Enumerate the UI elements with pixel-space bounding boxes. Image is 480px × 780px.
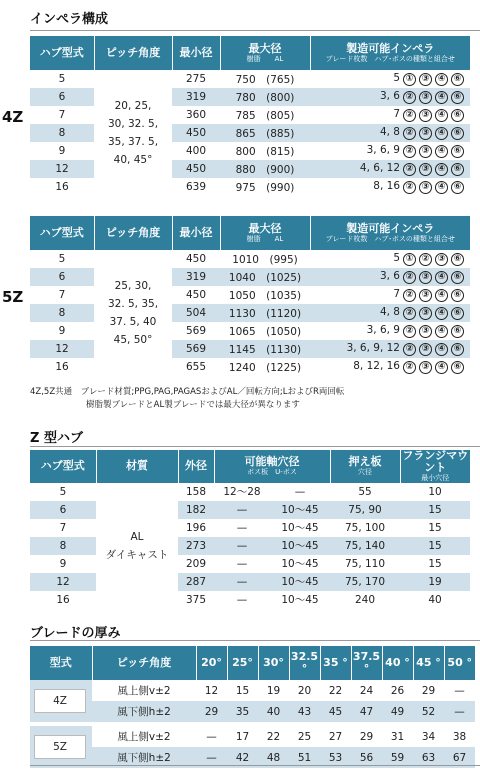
header-angle: 45 ° bbox=[413, 646, 444, 680]
thickness-cell: — bbox=[454, 684, 465, 697]
impeller-combo-cell bbox=[310, 322, 470, 340]
thickness-cell: 49 bbox=[382, 701, 413, 722]
header-min-dia: 最小径 bbox=[172, 36, 220, 70]
impeller-combo-cell bbox=[310, 178, 470, 196]
impeller-combo-cell bbox=[310, 340, 470, 358]
header-flange-label: フランジマウント bbox=[402, 449, 469, 475]
hub-boss-circle-icon: ③ bbox=[419, 343, 432, 356]
blade-count: 3, 6, 9, 12 bbox=[346, 342, 400, 354]
thickness-cell: 63 bbox=[413, 747, 444, 768]
min-dia-cell: 569 bbox=[172, 340, 220, 358]
header-angle: 20° bbox=[196, 646, 227, 680]
header-hub: ハブ型式 bbox=[30, 36, 94, 70]
hub-boss-circle-icon: ③ bbox=[419, 73, 432, 86]
impeller-combo-cell bbox=[310, 286, 470, 304]
thickness-cell: 52 bbox=[413, 701, 444, 722]
u-boss-cell: — bbox=[294, 485, 306, 498]
impeller-combo-cell bbox=[310, 304, 470, 322]
hub-boss-circle-icon: ③ bbox=[419, 109, 432, 122]
header-max-dia-sub: 樹脂 AL bbox=[246, 54, 284, 63]
u-boss-cell: 10～45 bbox=[281, 594, 319, 607]
hub-boss-circle-icon: ⑥ bbox=[451, 91, 464, 104]
hub-cell: 8 bbox=[30, 537, 96, 555]
impeller-combo-cell bbox=[310, 268, 470, 286]
blade-count: 4, 6, 12 bbox=[359, 162, 400, 174]
hub-boss-circle-icon: ③ bbox=[419, 361, 432, 374]
min-dia-cell: 655 bbox=[185, 361, 207, 373]
blade-count: 5 bbox=[393, 72, 400, 84]
hub-boss-circle-icon: ④ bbox=[435, 91, 448, 104]
hub-cell: 8 bbox=[30, 304, 94, 322]
hub-boss-circle-icon: ③ bbox=[419, 163, 432, 176]
max-dia-cell: 780 (800) bbox=[220, 88, 310, 106]
z4-label: 4Z bbox=[2, 108, 24, 126]
thickness-cell: 42 bbox=[227, 747, 258, 768]
plate-hole-cell: 55 bbox=[358, 485, 372, 498]
thickness-cell: 19 bbox=[266, 684, 281, 697]
header-angle: 25° bbox=[227, 646, 258, 680]
hub-boss-circle-icon: ⑥ bbox=[451, 127, 464, 140]
thickness-cell: 56 bbox=[351, 747, 382, 768]
hub-boss-circle-icon: ④ bbox=[435, 289, 448, 302]
header-angle: 35 ° bbox=[320, 646, 351, 680]
max-dia-cell: 1050 (1035) bbox=[228, 289, 302, 302]
note-line-2: 樹脂製ブレードとAL製ブレードでは最大径が異なります bbox=[86, 400, 300, 410]
hub-cell: 8 bbox=[30, 124, 94, 142]
flange-min-cell: 19 bbox=[400, 573, 470, 591]
outer-dia-cell: 209 bbox=[185, 557, 207, 570]
hub-boss-circle-icon: ③ bbox=[419, 271, 432, 284]
hub-boss-circle-icon: ④ bbox=[435, 307, 448, 320]
hub-boss-circle-icon: ② bbox=[419, 253, 432, 266]
header-bore-sub: ボス板 U-ボス bbox=[247, 468, 297, 477]
thickness-section-title: ブレードの厚み bbox=[30, 626, 121, 641]
boss-plate-cell: — bbox=[214, 501, 270, 519]
table-row bbox=[30, 250, 470, 268]
outer-dia-cell: 158 bbox=[185, 485, 207, 498]
min-dia-cell: 639 bbox=[185, 181, 207, 193]
header-angle: 40 ° bbox=[382, 646, 413, 680]
min-dia-cell: 319 bbox=[172, 268, 220, 286]
pitch-angles-cell bbox=[94, 70, 172, 196]
header-type: 型式 bbox=[30, 646, 92, 680]
header-possible bbox=[310, 216, 470, 250]
header-possible-sub: ブレード枚数 ハブ･ボスの種類と組合せ bbox=[325, 234, 455, 243]
flange-min-cell: 15 bbox=[428, 521, 442, 534]
outer-dia-cell: 196 bbox=[185, 521, 207, 534]
hub-boss-circle-icon: ② bbox=[403, 307, 416, 320]
min-dia-cell: 450 bbox=[185, 253, 207, 265]
boss-plate-cell: — bbox=[214, 573, 270, 591]
hub-boss-circle-icon: ④ bbox=[435, 127, 448, 140]
hub-boss-circle-icon: ② bbox=[403, 271, 416, 284]
hub-boss-circle-icon: ④ bbox=[435, 163, 448, 176]
hub-boss-circle-icon: ② bbox=[403, 343, 416, 356]
header-plate bbox=[330, 450, 400, 483]
max-dia-cell: 1040 (1025) bbox=[220, 268, 310, 286]
max-dia-cell: 975 (990) bbox=[235, 181, 295, 194]
hub-boss-circle-icon: ④ bbox=[435, 271, 448, 284]
thickness-cell: 22 bbox=[266, 730, 281, 743]
hub-boss-circle-icon: ⑥ bbox=[451, 109, 464, 122]
impeller-4z-table bbox=[30, 36, 470, 196]
blade-count: 8, 12, 16 bbox=[353, 360, 400, 372]
side-label-cell: 風下側h±2 bbox=[92, 701, 196, 722]
hub-boss-circle-icon: ⑥ bbox=[451, 181, 464, 194]
hub-boss-circle-icon: ⑥ bbox=[451, 271, 464, 284]
impeller-5z-table bbox=[30, 216, 470, 376]
hub-boss-circle-icon: ② bbox=[403, 289, 416, 302]
thickness-cell: 24 bbox=[359, 684, 374, 697]
hub-cell: 9 bbox=[58, 325, 66, 337]
pitch-angles-text: 25, 30, 32. 5, 35, 37. 5, 40 45, 50° bbox=[100, 259, 166, 367]
z5-label: 5Z bbox=[2, 288, 24, 306]
hub-boss-circle-icon: ② bbox=[403, 91, 416, 104]
hub-boss-circle-icon: ② bbox=[403, 163, 416, 176]
u-boss-cell: 10～45 bbox=[270, 501, 330, 519]
pitch-angles-cell bbox=[94, 250, 172, 376]
impeller-combo-cell bbox=[310, 106, 470, 124]
thickness-cell: 43 bbox=[289, 701, 320, 722]
blade-count: 3, 6, 9 bbox=[366, 324, 400, 336]
hub-boss-circle-icon: ④ bbox=[435, 325, 448, 338]
blade-count: 7 bbox=[393, 108, 400, 120]
thickness-cell: 40 bbox=[258, 701, 289, 722]
table-row bbox=[30, 701, 475, 722]
thickness-cell: 53 bbox=[320, 747, 351, 768]
impeller-combo-cell bbox=[310, 70, 470, 88]
side-label-cell: 風上側v±2 bbox=[117, 731, 171, 743]
side-label-cell: 風下側h±2 bbox=[92, 747, 196, 768]
zhub-section-title: Z 型ハブ bbox=[30, 431, 83, 446]
hub-cell: 6 bbox=[30, 88, 94, 106]
plate-hole-cell: 75, 170 bbox=[330, 573, 400, 591]
hub-boss-circle-icon: ⑥ bbox=[451, 289, 464, 302]
boss-plate-cell: — bbox=[214, 537, 270, 555]
hub-boss-circle-icon: ③ bbox=[419, 91, 432, 104]
max-dia-cell: 880 (900) bbox=[220, 160, 310, 178]
thickness-cell: — bbox=[196, 747, 227, 768]
hub-boss-circle-icon: ② bbox=[403, 109, 416, 122]
header-pitch: ピッチ角度 bbox=[94, 36, 172, 70]
hub-boss-circle-icon: ⑥ bbox=[451, 145, 464, 158]
hub-cell: 9 bbox=[59, 557, 67, 570]
header-bore-label: 可能軸穴径 bbox=[244, 455, 300, 469]
hub-boss-circle-icon: ② bbox=[403, 325, 416, 338]
hub-boss-circle-icon: ④ bbox=[435, 145, 448, 158]
impeller-note bbox=[30, 386, 344, 412]
max-dia-cell: 1010 (995) bbox=[232, 253, 298, 266]
hub-boss-circle-icon: ③ bbox=[419, 307, 432, 320]
hub-boss-circle-icon: ② bbox=[403, 127, 416, 140]
hub-cell: 12 bbox=[30, 340, 94, 358]
flange-min-cell: 10 bbox=[428, 485, 442, 498]
max-dia-cell: 750 (765) bbox=[235, 73, 295, 86]
hub-boss-circle-icon: ⑥ bbox=[451, 307, 464, 320]
hub-boss-circle-icon: ⑥ bbox=[451, 361, 464, 374]
thickness-cell: 34 bbox=[421, 730, 436, 743]
blade-count: 3, 6 bbox=[379, 90, 400, 102]
thickness-cell: 27 bbox=[328, 730, 343, 743]
blade-count: 3, 6 bbox=[379, 270, 400, 282]
min-dia-cell: 319 bbox=[172, 88, 220, 106]
section-divider bbox=[30, 30, 480, 31]
impeller-combo-cell bbox=[310, 358, 470, 376]
header-plate-sub: 穴径 bbox=[358, 468, 372, 477]
hub-boss-circle-icon: ③ bbox=[419, 289, 432, 302]
min-dia-cell: 360 bbox=[185, 109, 207, 121]
min-dia-cell: 569 bbox=[185, 325, 207, 337]
header-angle: 32.5 ° bbox=[289, 646, 320, 680]
blade-count: 8, 16 bbox=[373, 180, 400, 192]
plate-hole-cell: 75, 140 bbox=[330, 537, 400, 555]
header-pitch: ピッチ角度 bbox=[92, 646, 196, 680]
hub-boss-circle-icon: ⑥ bbox=[451, 325, 464, 338]
type-cell bbox=[30, 726, 92, 768]
type-label: 5Z bbox=[34, 735, 86, 759]
min-dia-cell: 450 bbox=[172, 160, 220, 178]
thickness-cell: 17 bbox=[235, 730, 250, 743]
boss-plate-cell: — bbox=[236, 593, 248, 606]
min-dia-cell: 400 bbox=[185, 145, 207, 157]
hub-boss-circle-icon: ③ bbox=[435, 253, 448, 266]
table-row bbox=[30, 70, 470, 88]
flange-min-cell: 40 bbox=[428, 593, 442, 606]
hub-cell: 12 bbox=[30, 160, 94, 178]
impeller-combo-cell bbox=[310, 124, 470, 142]
max-dia-cell: 1130 (1120) bbox=[220, 304, 310, 322]
hub-boss-circle-icon: ⑥ bbox=[451, 73, 464, 86]
hub-cell: 7 bbox=[59, 521, 67, 534]
thickness-cell: 29 bbox=[421, 684, 436, 697]
outer-dia-cell: 287 bbox=[178, 573, 214, 591]
hub-boss-circle-icon: ⑥ bbox=[451, 343, 464, 356]
header-hub: ハブ型式 bbox=[30, 216, 94, 250]
thickness-table bbox=[30, 646, 475, 768]
blade-count: 4, 8 bbox=[379, 126, 400, 138]
u-boss-cell: 10～45 bbox=[270, 537, 330, 555]
hub-boss-circle-icon: ② bbox=[403, 145, 416, 158]
hub-cell: 9 bbox=[58, 145, 66, 157]
header-material: 材質 bbox=[96, 450, 178, 483]
header-max-dia-label: 最大径 bbox=[248, 221, 282, 235]
hub-boss-circle-icon: ④ bbox=[435, 73, 448, 86]
header-max-dia-sub: 樹脂 AL bbox=[246, 234, 284, 243]
header-max-dia-label: 最大径 bbox=[248, 41, 282, 55]
section-divider bbox=[30, 446, 480, 447]
impeller-combo-cell bbox=[310, 250, 470, 268]
thickness-cell: 12 bbox=[204, 684, 219, 697]
hub-cell: 16 bbox=[56, 593, 70, 606]
header-plate-label: 押え板 bbox=[348, 455, 382, 469]
section-divider bbox=[30, 640, 480, 641]
type-label: 4Z bbox=[34, 689, 86, 713]
header-outer: 外径 bbox=[178, 450, 214, 483]
min-dia-cell: 450 bbox=[185, 289, 207, 301]
hub-cell: 16 bbox=[55, 361, 69, 373]
thickness-cell: — bbox=[444, 701, 475, 722]
note-line-1: 4Z,5Z共通 ブレード材質;PPG,PAG,PAGASおよびAL／回転方向;LおよびR両回転 bbox=[30, 387, 345, 397]
section-divider bbox=[30, 765, 480, 766]
min-dia-cell: 275 bbox=[185, 73, 207, 85]
type-cell bbox=[30, 680, 92, 722]
impeller-combo-cell bbox=[310, 160, 470, 178]
thickness-cell: 59 bbox=[382, 747, 413, 768]
max-dia-cell: 865 (885) bbox=[220, 124, 310, 142]
thickness-cell: 51 bbox=[289, 747, 320, 768]
hub-cell: 6 bbox=[30, 501, 96, 519]
hub-cell: 6 bbox=[30, 268, 94, 286]
material-cell bbox=[96, 483, 178, 609]
header-pitch: ピッチ角度 bbox=[94, 216, 172, 250]
hub-cell: 5 bbox=[58, 253, 66, 265]
hub-boss-circle-icon: ② bbox=[403, 181, 416, 194]
impeller-section-title: インペラ構成 bbox=[30, 12, 109, 27]
hub-cell: 5 bbox=[59, 485, 67, 498]
hub-cell: 5 bbox=[58, 73, 66, 85]
plate-hole-cell: 75, 90 bbox=[330, 501, 400, 519]
thickness-cell: 45 bbox=[320, 701, 351, 722]
header-flange-sub: 最小穴径 bbox=[421, 474, 450, 483]
hub-cell: 7 bbox=[58, 109, 66, 121]
material-text: AL ダイキャスト bbox=[105, 530, 169, 561]
header-max-dia bbox=[220, 216, 310, 250]
hub-boss-circle-icon: ④ bbox=[435, 361, 448, 374]
thickness-cell: 47 bbox=[351, 701, 382, 722]
header-angle: 37.5 ° bbox=[351, 646, 382, 680]
table-row bbox=[30, 726, 475, 747]
flange-min-cell: 15 bbox=[428, 557, 442, 570]
boss-plate-cell: — bbox=[236, 521, 248, 534]
header-possible-label: 製造可能インペラ bbox=[346, 221, 435, 235]
hub-boss-circle-icon: ① bbox=[403, 253, 416, 266]
min-dia-cell: 504 bbox=[172, 304, 220, 322]
hub-boss-circle-icon: ② bbox=[403, 361, 416, 374]
max-dia-cell: 800 (815) bbox=[235, 145, 295, 158]
thickness-cell: 35 bbox=[227, 701, 258, 722]
plate-hole-cell: 75, 100 bbox=[344, 521, 386, 534]
u-boss-cell: 10～45 bbox=[281, 558, 319, 571]
outer-dia-cell: 182 bbox=[178, 501, 214, 519]
hub-boss-circle-icon: ⑥ bbox=[451, 163, 464, 176]
u-boss-cell: 10～45 bbox=[270, 573, 330, 591]
header-hub: ハブ型式 bbox=[30, 450, 96, 483]
thickness-cell: 22 bbox=[328, 684, 343, 697]
plate-hole-cell: 75, 110 bbox=[344, 557, 386, 570]
hub-cell: 12 bbox=[30, 573, 96, 591]
max-dia-cell: 1065 (1050) bbox=[228, 325, 302, 338]
outer-dia-cell: 375 bbox=[185, 593, 207, 606]
hub-boss-circle-icon: ④ bbox=[435, 109, 448, 122]
hub-boss-circle-icon: ④ bbox=[435, 181, 448, 194]
thickness-cell: 20 bbox=[297, 684, 312, 697]
impeller-combo-cell bbox=[310, 88, 470, 106]
zhub-table bbox=[30, 450, 470, 609]
thickness-cell: 29 bbox=[359, 730, 374, 743]
max-dia-cell: 1145 (1130) bbox=[220, 340, 310, 358]
thickness-cell: 26 bbox=[390, 684, 405, 697]
thickness-cell: 48 bbox=[258, 747, 289, 768]
hub-boss-circle-icon: ③ bbox=[419, 181, 432, 194]
header-possible-label: 製造可能インペラ bbox=[346, 41, 435, 55]
pitch-angles-text: 20, 25, 30, 32. 5, 35, 37. 5, 40, 45° bbox=[100, 79, 166, 187]
hub-boss-circle-icon: ④ bbox=[435, 343, 448, 356]
flange-min-cell: 15 bbox=[400, 501, 470, 519]
header-bore bbox=[214, 450, 330, 483]
thickness-cell: 29 bbox=[196, 701, 227, 722]
hub-boss-circle-icon: ⑥ bbox=[451, 253, 464, 266]
plate-hole-cell: 240 bbox=[354, 593, 376, 606]
thickness-cell: 25 bbox=[297, 730, 312, 743]
blade-count: 3, 6, 9 bbox=[366, 144, 400, 156]
hub-cell: 7 bbox=[58, 289, 66, 301]
header-angle: 50 ° bbox=[444, 646, 475, 680]
thickness-cell: 67 bbox=[444, 747, 475, 768]
header-possible bbox=[310, 36, 470, 70]
max-dia-cell: 1240 (1225) bbox=[228, 361, 302, 374]
hub-boss-circle-icon: ③ bbox=[419, 145, 432, 158]
max-dia-cell: 785 (805) bbox=[235, 109, 295, 122]
outer-dia-cell: 273 bbox=[178, 537, 214, 555]
blade-count: 7 bbox=[393, 288, 400, 300]
hub-boss-circle-icon: ③ bbox=[419, 127, 432, 140]
side-label-cell: 風上側v±2 bbox=[117, 685, 171, 697]
thickness-cell: 38 bbox=[452, 730, 467, 743]
boss-plate-cell: 12～28 bbox=[223, 486, 261, 499]
hub-cell: 16 bbox=[55, 181, 69, 193]
boss-plate-cell: — bbox=[236, 557, 248, 570]
header-angle: 30° bbox=[258, 646, 289, 680]
thickness-cell: 31 bbox=[390, 730, 405, 743]
table-row bbox=[30, 483, 470, 501]
u-boss-cell: 10～45 bbox=[281, 522, 319, 535]
thickness-cell: 15 bbox=[235, 684, 250, 697]
header-min-dia: 最小径 bbox=[172, 216, 220, 250]
header-possible-sub: ブレード枚数 ハブ･ボスの種類と組合せ bbox=[325, 54, 455, 63]
flange-min-cell: 15 bbox=[400, 537, 470, 555]
thickness-cell: — bbox=[206, 730, 217, 743]
header-max-dia bbox=[220, 36, 310, 70]
min-dia-cell: 450 bbox=[172, 124, 220, 142]
table-row bbox=[30, 680, 475, 701]
hub-boss-circle-icon: ① bbox=[403, 73, 416, 86]
blade-count: 5 bbox=[393, 252, 400, 264]
impeller-combo-cell bbox=[310, 142, 470, 160]
header-flange bbox=[400, 450, 470, 483]
hub-boss-circle-icon: ③ bbox=[419, 325, 432, 338]
blade-count: 4, 8 bbox=[379, 306, 400, 318]
